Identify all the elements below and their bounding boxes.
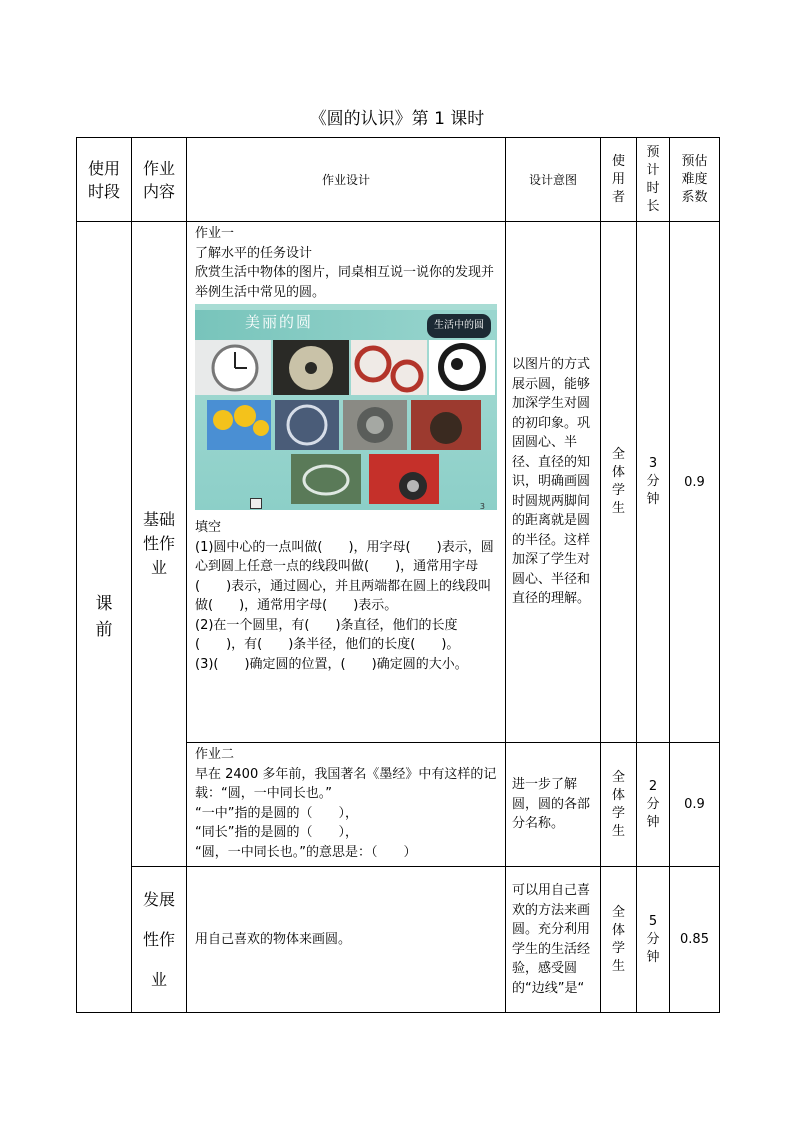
header-difficulty: 预估 难度 系数 — [670, 138, 720, 222]
header-content: 作业 内容 — [132, 138, 187, 222]
coef-two: 0.9 — [670, 743, 720, 867]
table-row — [77, 867, 720, 1013]
header-user: 使 用 者 — [601, 138, 637, 222]
slide-nav-icon — [250, 498, 262, 509]
intent-three: 可以用自己喜欢的方法来画圆。充分利用学生的生活经验，感受圆的“边线”是“ — [506, 867, 601, 1013]
image-title: 美丽的圆 — [245, 313, 314, 331]
image-tag: 生活中的圆 — [427, 314, 491, 338]
user-three: 全 体 学 生 — [601, 867, 637, 1013]
slide-page-number: 3 — [479, 502, 485, 510]
intent-two: 进一步了解圆，圆的各部分名称。 — [506, 743, 601, 867]
page-title: 《圆的认识》第 1 课时 — [309, 109, 485, 129]
time-two: 2 分 钟 — [637, 743, 670, 867]
header-intent: 设计意图 — [506, 138, 601, 222]
header-time: 预 计 时 长 — [637, 138, 670, 222]
category-basic: 基础 性作 业 — [132, 222, 187, 867]
table-row — [77, 222, 720, 743]
homework-two-content: 作业二 早在 2400 多年前，我国著名《墨经》中有这样的记载：“圆，一中同长也。” “一中”指的是圆的（ ）， “同长”指的是圆的（ ）， “圆，一中同长也。”的意思是：（ ） — [187, 743, 506, 867]
homework-three-content: 用自己喜欢的物体来画圆。 — [187, 867, 506, 1013]
homework-one-content: 作业一 了解水平的任务设计 欣赏生活中物体的图片，同桌相互说一说你的发现并举例生活中常见的圆。 美丽的圆 生活中的圆 3 填空 (1)圆中心的一点叫做( )，用字母( )表示，圆心到圆上任意一点的线段叫做( )，通常用字母( )表示，通过圆心，并且两端都在圆上的线段叫做( )，通常用字母( )表示。 (2)在一个圆里，有( )条直径，他们的长度( )，有( )条半径，他们的长度( )。 (3)( )确定圆的位置，( )确定圆的大小。 — [187, 222, 506, 743]
time-three: 5 分 钟 — [637, 867, 670, 1013]
session-cell: 课 前 — [77, 222, 132, 1013]
circle-objects-image — [195, 304, 497, 510]
intent-one: 以图片的方式展示圆，能够加深学生对圆的初印象。巩固圆心、半径、直径的知识，明确画圆时圆规两脚间的距离就是圆的半径。这样加深了学生对圆心、半径和直径的理解。 — [506, 222, 601, 743]
category-development: 发展 性作 业 — [132, 867, 187, 1013]
coef-one: 0.9 — [670, 222, 720, 743]
homework-table — [76, 137, 720, 1013]
user-one: 全 体 学 生 — [601, 222, 637, 743]
header-design: 作业设计 — [187, 138, 506, 222]
coef-three: 0.85 — [670, 867, 720, 1013]
header-row — [77, 138, 720, 222]
time-one: 3 分 钟 — [637, 222, 670, 743]
photo-collage — [195, 304, 497, 510]
header-period: 使用 时段 — [77, 138, 132, 222]
user-two: 全 体 学 生 — [601, 743, 637, 867]
